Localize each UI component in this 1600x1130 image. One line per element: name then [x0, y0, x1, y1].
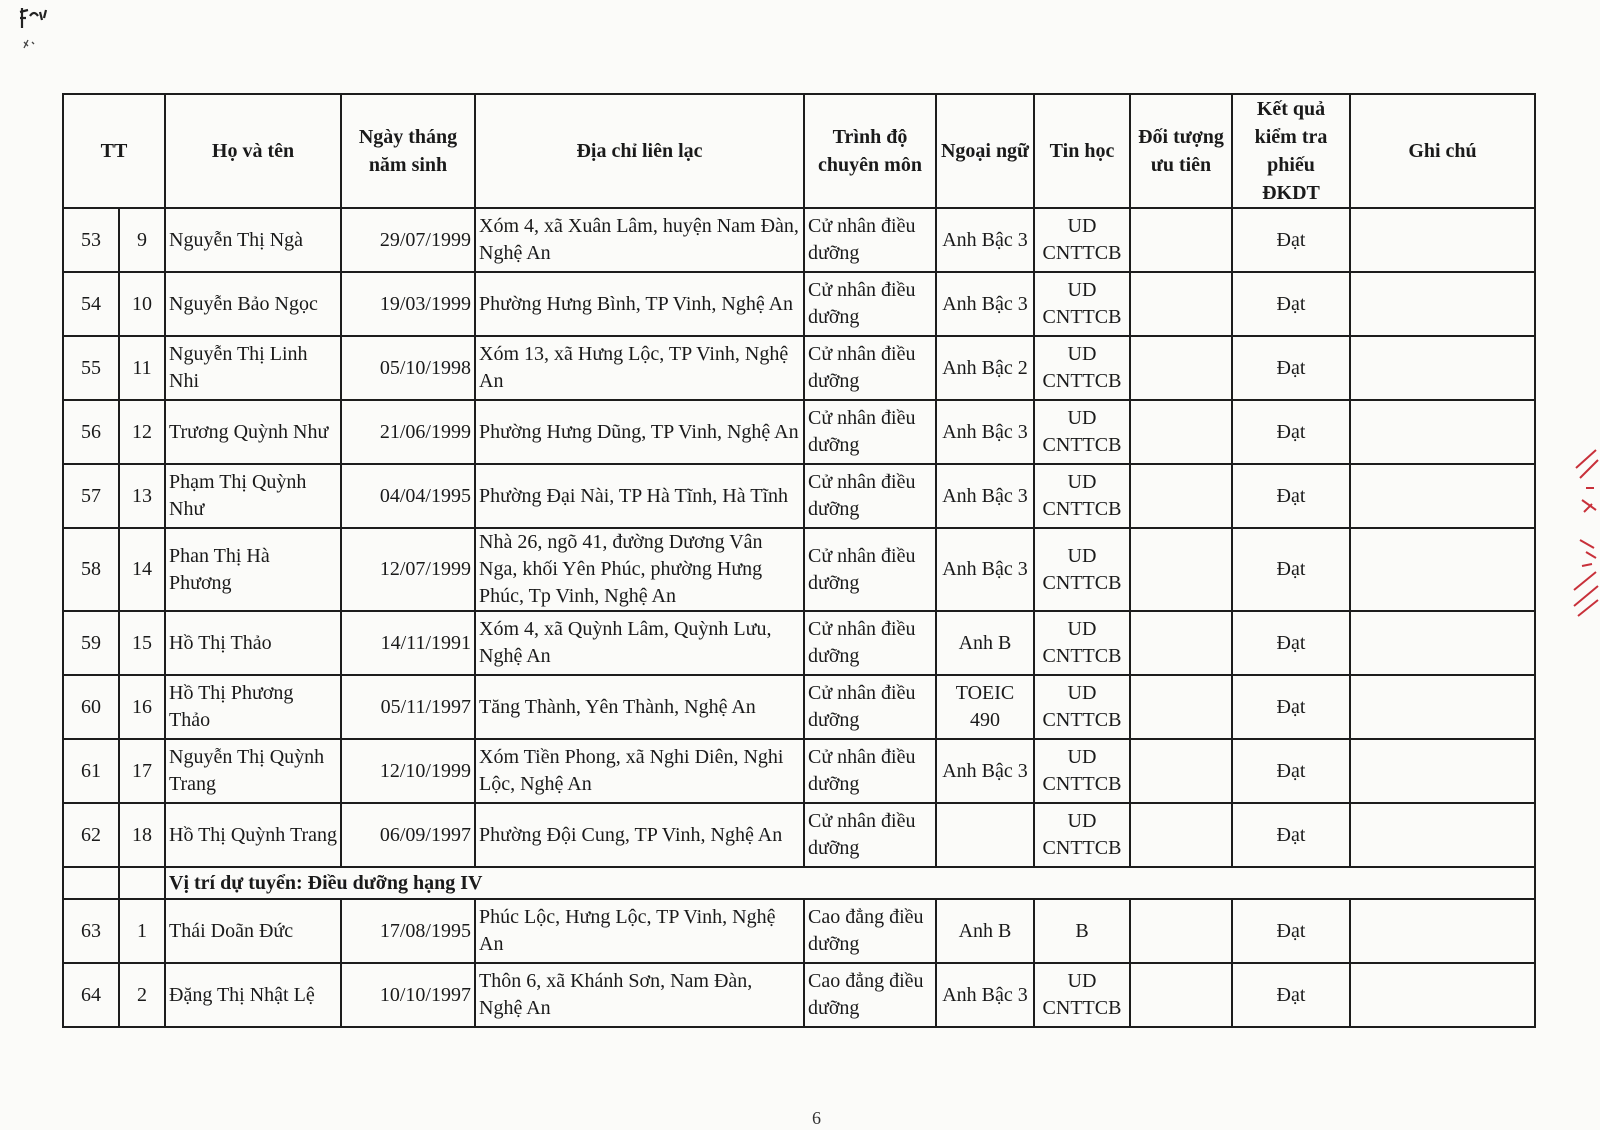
cell-note: [1350, 400, 1535, 464]
cell-note: [1350, 336, 1535, 400]
table-row: [63, 400, 1535, 464]
cell-language: Anh Bậc 2: [936, 336, 1034, 400]
cell-dob: 14/11/1991: [341, 611, 475, 675]
cell-result: Đạt: [1232, 675, 1350, 739]
cell-note: [1350, 611, 1535, 675]
cell-qualification: Cử nhân điều dưỡng: [804, 272, 936, 336]
cell-priority: [1130, 208, 1232, 272]
header-dob: Ngày tháng năm sinh: [341, 94, 475, 208]
cell-priority: [1130, 528, 1232, 611]
cell-language: Anh Bậc 3: [936, 963, 1034, 1027]
cell-priority: [1130, 963, 1232, 1027]
cell-subgroup-index: 16: [119, 675, 165, 739]
cell-stt: 62: [63, 803, 119, 867]
cell-address: Tăng Thành, Yên Thành, Nghệ An: [475, 675, 804, 739]
cell-name: Hồ Thị Quỳnh Trang: [165, 803, 341, 867]
cell-name: Hồ Thị Phương Thảo: [165, 675, 341, 739]
cell-stt: 56: [63, 400, 119, 464]
cell-subgroup-index: 2: [119, 963, 165, 1027]
cell-result: Đạt: [1232, 272, 1350, 336]
cell-stt: 60: [63, 675, 119, 739]
cell-subgroup-index: 13: [119, 464, 165, 528]
cell-note: [1350, 963, 1535, 1027]
cell-qualification: Cử nhân điều dưỡng: [804, 739, 936, 803]
header-name: Họ và tên: [165, 94, 341, 208]
cell-subgroup-index: 17: [119, 739, 165, 803]
cell-priority: [1130, 400, 1232, 464]
cell-name: Đặng Thị Nhật Lệ: [165, 963, 341, 1027]
cell-address: Phường Đội Cung, TP Vinh, Nghệ An: [475, 803, 804, 867]
table-row: [63, 899, 1535, 963]
cell-language: Anh Bậc 3: [936, 272, 1034, 336]
cell-it: UD CNTTCB: [1034, 272, 1130, 336]
cell-name: Phan Thị Hà Phương: [165, 528, 341, 611]
cell-address: Xóm 13, xã Hưng Lộc, TP Vinh, Nghệ An: [475, 336, 804, 400]
cell-language: Anh B: [936, 899, 1034, 963]
header-priority: Đối tượng ưu tiên: [1130, 94, 1232, 208]
cell-qualification: Cao đẳng điều dưỡng: [804, 899, 936, 963]
table-row: [63, 464, 1535, 528]
cell-dob: 04/04/1995: [341, 464, 475, 528]
cell-stt: 59: [63, 611, 119, 675]
cell-subgroup-index: 9: [119, 208, 165, 272]
cell-language: Anh Bậc 3: [936, 464, 1034, 528]
cell-qualification: Cao đẳng điều dưỡng: [804, 963, 936, 1027]
cell-note: [1350, 208, 1535, 272]
cell-qualification: Cử nhân điều dưỡng: [804, 611, 936, 675]
cell-result: Đạt: [1232, 739, 1350, 803]
cell-dob: 05/10/1998: [341, 336, 475, 400]
cell-stt: 57: [63, 464, 119, 528]
table-row: [63, 611, 1535, 675]
corner-handwritten-mark: [18, 6, 58, 50]
cell-subgroup-index: 18: [119, 803, 165, 867]
cell-result: Đạt: [1232, 963, 1350, 1027]
table-row: [63, 675, 1535, 739]
cell-language: [936, 803, 1034, 867]
cell-address: Xóm Tiền Phong, xã Nghi Diên, Nghi Lộc, Nghệ An: [475, 739, 804, 803]
cell-name: Trương Quỳnh Như: [165, 400, 341, 464]
cell-address: Thôn 6, xã Khánh Sơn, Nam Đàn, Nghệ An: [475, 963, 804, 1027]
cell-dob: 21/06/1999: [341, 400, 475, 464]
cell-address: Phường Đại Nài, TP Hà Tĩnh, Hà Tĩnh: [475, 464, 804, 528]
cell-qualification: Cử nhân điều dưỡng: [804, 400, 936, 464]
header-address: Địa chỉ liên lạc: [475, 94, 804, 208]
cell-it: UD CNTTCB: [1034, 963, 1130, 1027]
cell-priority: [1130, 336, 1232, 400]
cell-priority: [1130, 611, 1232, 675]
section-row: [63, 867, 1535, 899]
cell-address: Phúc Lộc, Hưng Lộc, TP Vinh, Nghệ An: [475, 899, 804, 963]
cell-result: Đạt: [1232, 803, 1350, 867]
cell-it: UD CNTTCB: [1034, 739, 1130, 803]
cell-dob: 05/11/1997: [341, 675, 475, 739]
cell-dob: 06/09/1997: [341, 803, 475, 867]
header-tt: TT: [63, 94, 165, 208]
table-body-group2: [63, 899, 1535, 1027]
cell-subgroup-index: 1: [119, 899, 165, 963]
cell-it: UD CNTTCB: [1034, 611, 1130, 675]
cell-dob: 12/07/1999: [341, 528, 475, 611]
cell-subgroup-index: 14: [119, 528, 165, 611]
table-row: [63, 336, 1535, 400]
cell-note: [1350, 528, 1535, 611]
cell-qualification: Cử nhân điều dưỡng: [804, 464, 936, 528]
header-it: Tin học: [1034, 94, 1130, 208]
cell-it: UD CNTTCB: [1034, 675, 1130, 739]
cell-it: UD CNTTCB: [1034, 803, 1130, 867]
cell-address: Nhà 26, ngõ 41, đường Dương Vân Nga, khối Yên Phúc, phường Hưng Phúc, Tp Vinh, Nghệ An: [475, 528, 804, 611]
cell-result: Đạt: [1232, 208, 1350, 272]
cell-result: Đạt: [1232, 899, 1350, 963]
header-row: [63, 94, 1535, 208]
cell-stt: 64: [63, 963, 119, 1027]
cell-note: [1350, 675, 1535, 739]
cell-stt: 58: [63, 528, 119, 611]
cell-language: Anh Bậc 3: [936, 528, 1034, 611]
cell-it: UD CNTTCB: [1034, 464, 1130, 528]
cell-note: [1350, 803, 1535, 867]
cell-language: Anh Bậc 3: [936, 739, 1034, 803]
header-language: Ngoại ngữ: [936, 94, 1034, 208]
cell-priority: [1130, 272, 1232, 336]
cell-qualification: Cử nhân điều dưỡng: [804, 208, 936, 272]
cell-address: Xóm 4, xã Quỳnh Lâm, Quỳnh Lưu, Nghệ An: [475, 611, 804, 675]
cell-subgroup-index: 15: [119, 611, 165, 675]
cell-name: Hồ Thị Thảo: [165, 611, 341, 675]
table-row: [63, 208, 1535, 272]
cell-name: Phạm Thị Quỳnh Như: [165, 464, 341, 528]
cell-result: Đạt: [1232, 400, 1350, 464]
cell-it: UD CNTTCB: [1034, 336, 1130, 400]
header-result: Kết quả kiểm tra phiếu ĐKDT: [1232, 94, 1350, 208]
cell-language: TOEIC 490: [936, 675, 1034, 739]
table-section: [63, 867, 1535, 899]
cell-note: [1350, 272, 1535, 336]
cell-language: Anh Bậc 3: [936, 208, 1034, 272]
cell-qualification: Cử nhân điều dưỡng: [804, 336, 936, 400]
table-row: [63, 272, 1535, 336]
table-body-group1: [63, 208, 1535, 867]
cell-stt: 53: [63, 208, 119, 272]
cell-stt: 55: [63, 336, 119, 400]
cell-address: Phường Hưng Bình, TP Vinh, Nghệ An: [475, 272, 804, 336]
table-row: [63, 528, 1535, 611]
cell-qualification: Cử nhân điều dưỡng: [804, 675, 936, 739]
cell-address: Xóm 4, xã Xuân Lâm, huyện Nam Đàn, Nghệ An: [475, 208, 804, 272]
cell-it: B: [1034, 899, 1130, 963]
cell-name: Nguyễn Thị Quỳnh Trang: [165, 739, 341, 803]
cell-stt: 63: [63, 899, 119, 963]
cell-priority: [1130, 675, 1232, 739]
cell-qualification: Cử nhân điều dưỡng: [804, 528, 936, 611]
cell-dob: 29/07/1999: [341, 208, 475, 272]
cell-it: UD CNTTCB: [1034, 208, 1130, 272]
section-blank-cell: [119, 867, 165, 899]
cell-note: [1350, 899, 1535, 963]
cell-stt: 54: [63, 272, 119, 336]
cell-dob: 17/08/1995: [341, 899, 475, 963]
cell-result: Đạt: [1232, 611, 1350, 675]
cell-subgroup-index: 10: [119, 272, 165, 336]
cell-result: Đạt: [1232, 528, 1350, 611]
cell-name: Nguyễn Thị Ngà: [165, 208, 341, 272]
cell-it: UD CNTTCB: [1034, 528, 1130, 611]
cell-result: Đạt: [1232, 464, 1350, 528]
cell-qualification: Cử nhân điều dưỡng: [804, 803, 936, 867]
header-qualification: Trình độ chuyên môn: [804, 94, 936, 208]
cell-language: Anh Bậc 3: [936, 400, 1034, 464]
cell-priority: [1130, 899, 1232, 963]
cell-name: Thái Doãn Đức: [165, 899, 341, 963]
section-title: Vị trí dự tuyển: Điều dưỡng hạng IV: [165, 867, 1535, 899]
header-note: Ghi chú: [1350, 94, 1535, 208]
table-row: [63, 963, 1535, 1027]
cell-dob: 19/03/1999: [341, 272, 475, 336]
table-row: [63, 739, 1535, 803]
table-row: [63, 803, 1535, 867]
section-blank-cell: [63, 867, 119, 899]
stamp-fragment: [1570, 440, 1600, 630]
cell-stt: 61: [63, 739, 119, 803]
cell-subgroup-index: 11: [119, 336, 165, 400]
cell-name: Nguyễn Thị Linh Nhi: [165, 336, 341, 400]
page-number: 6: [812, 1108, 821, 1128]
cell-it: UD CNTTCB: [1034, 400, 1130, 464]
cell-address: Phường Hưng Dũng, TP Vinh, Nghệ An: [475, 400, 804, 464]
cell-note: [1350, 464, 1535, 528]
candidate-table: [62, 93, 1536, 1028]
cell-name: Nguyễn Bảo Ngọc: [165, 272, 341, 336]
cell-language: Anh B: [936, 611, 1034, 675]
cell-priority: [1130, 464, 1232, 528]
cell-result: Đạt: [1232, 336, 1350, 400]
cell-dob: 10/10/1997: [341, 963, 475, 1027]
cell-dob: 12/10/1999: [341, 739, 475, 803]
cell-note: [1350, 739, 1535, 803]
cell-priority: [1130, 739, 1232, 803]
cell-priority: [1130, 803, 1232, 867]
cell-subgroup-index: 12: [119, 400, 165, 464]
